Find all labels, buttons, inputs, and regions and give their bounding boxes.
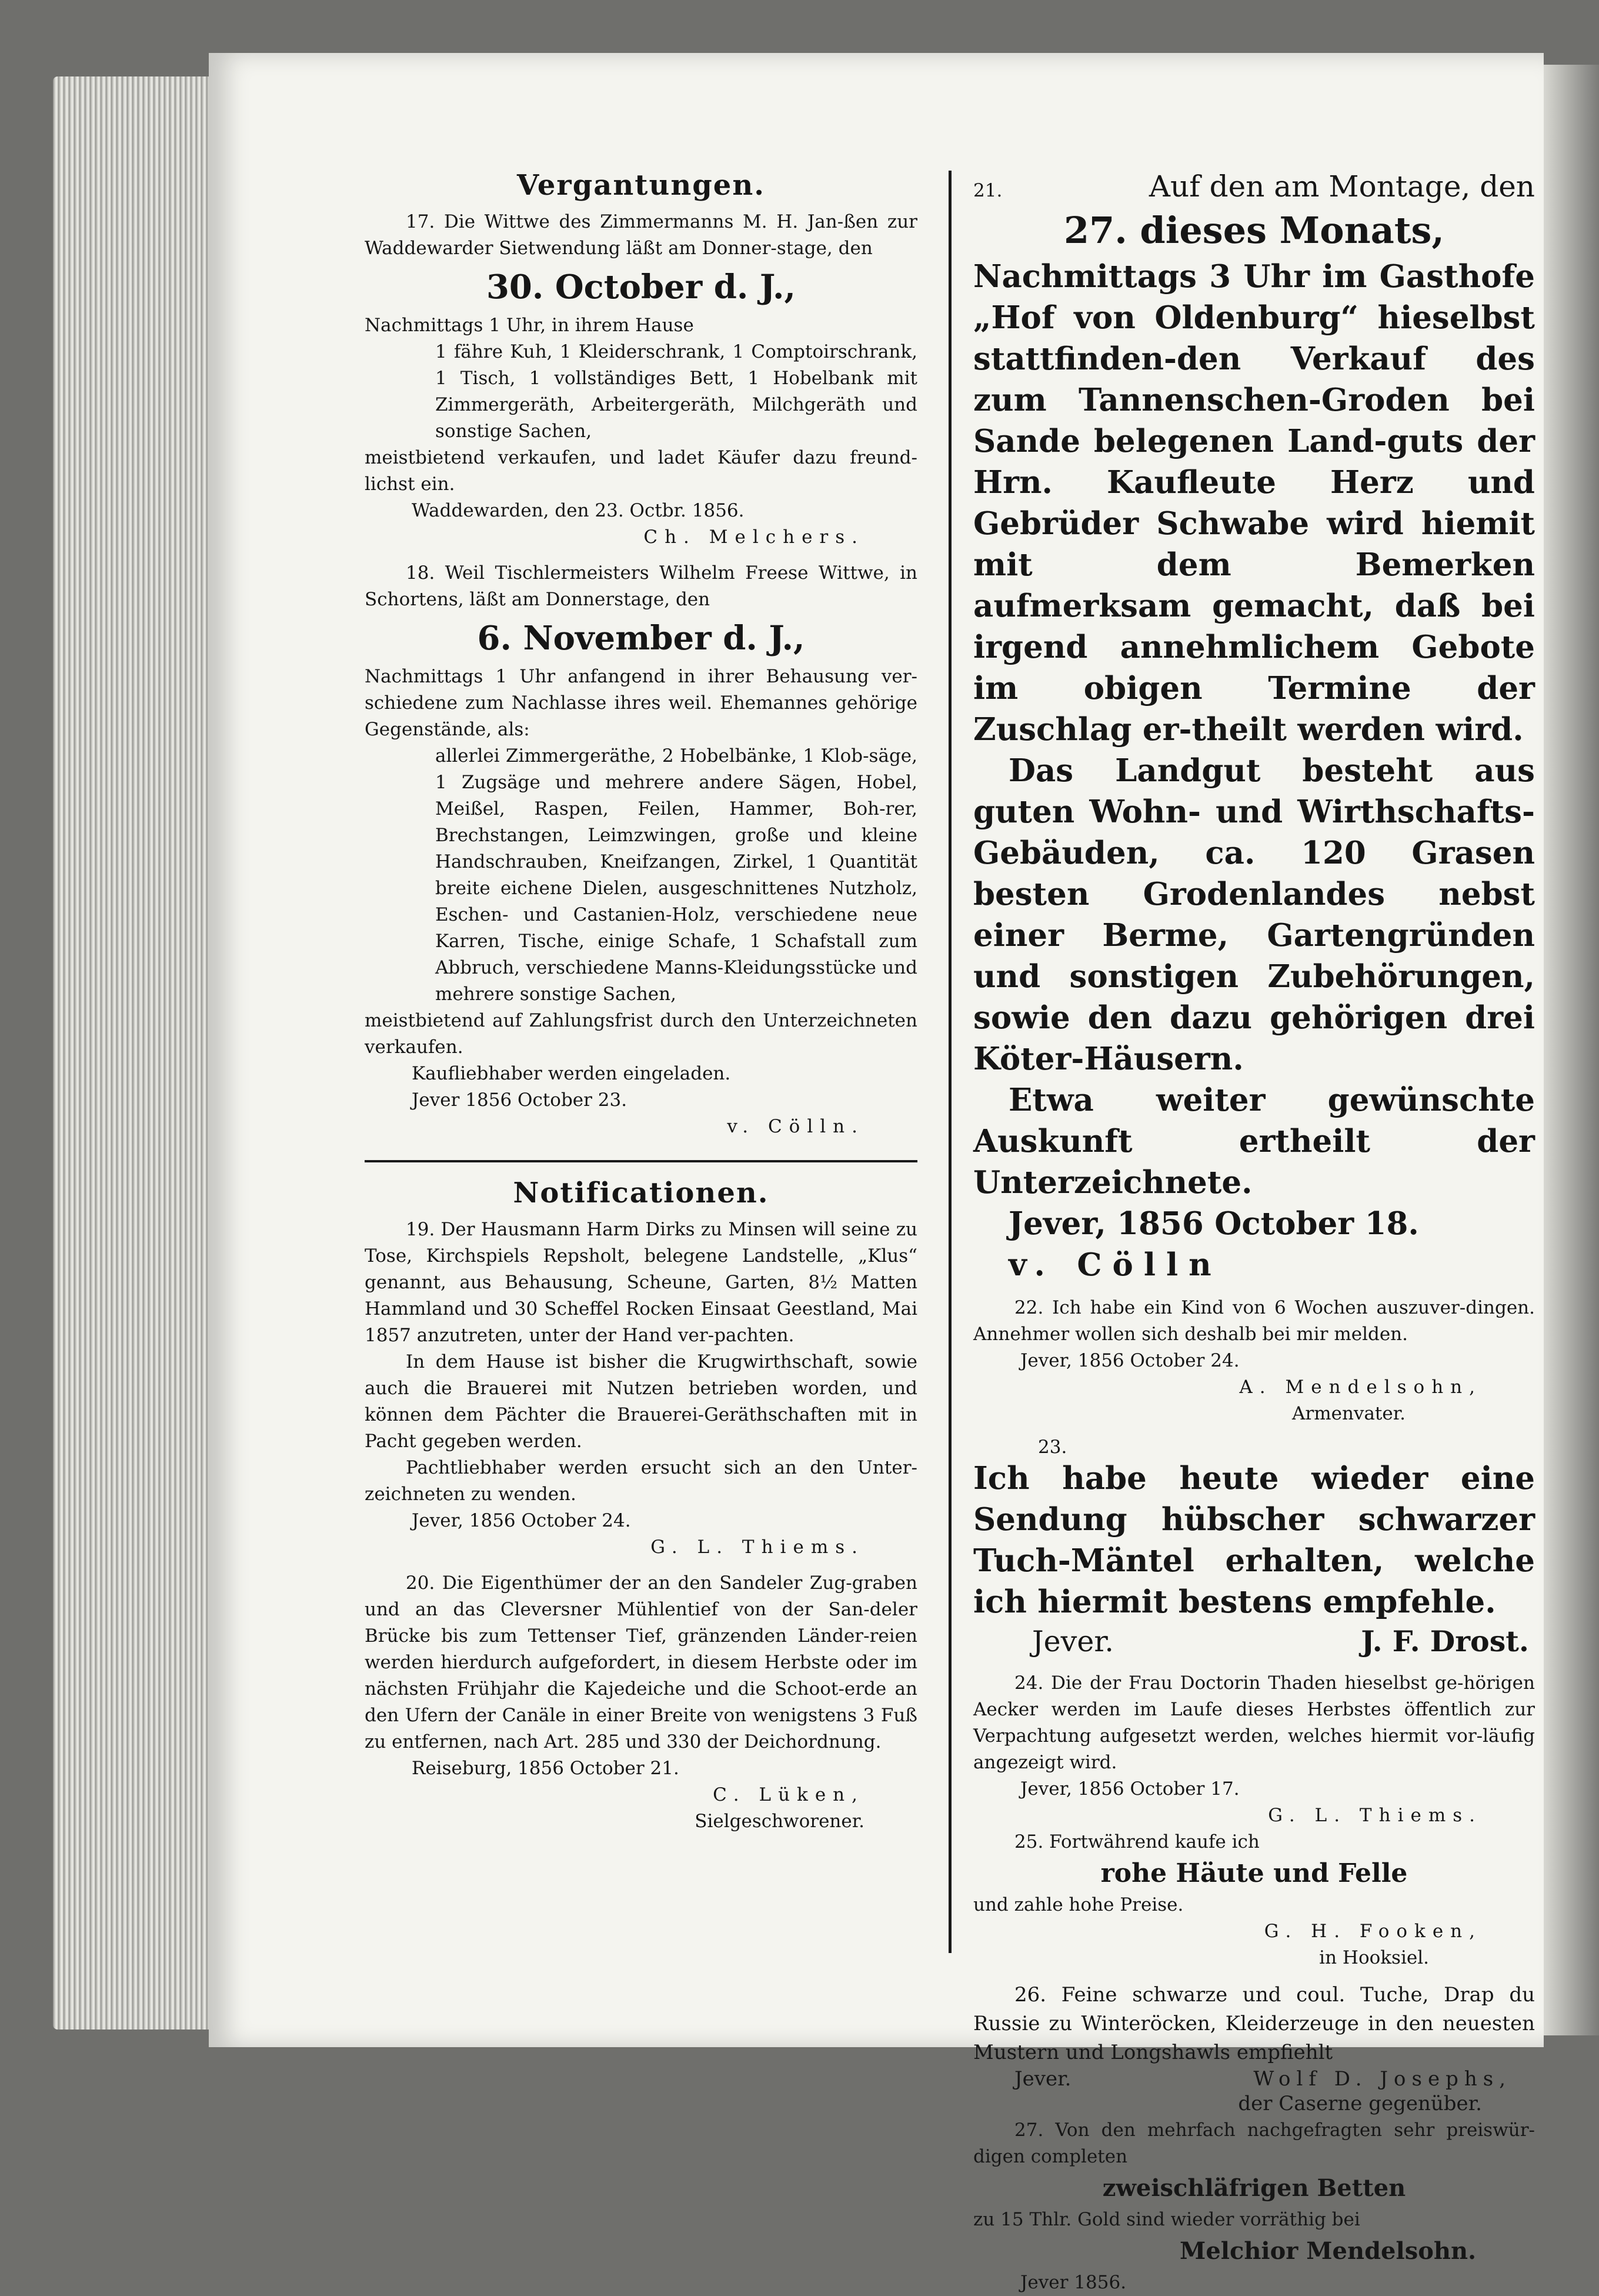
notice-26-signature-location: der Caserne gegenüber. — [1238, 2092, 1482, 2115]
notice-27-place-date: Jever 1856. — [1020, 2272, 1127, 2293]
book-page-edges — [53, 76, 212, 2030]
section-heading-vergantungen: Vergantungen. — [517, 169, 765, 202]
notice-25-goods: rohe Häute und Felle — [1100, 1858, 1408, 1888]
notice-27-goods: zweischläfrigen Betten — [1102, 2174, 1406, 2202]
notice-23-header — [973, 1437, 1535, 1458]
notice-24-signature: G. L. Thiems. — [1268, 1805, 1482, 1826]
notice-21-header — [973, 168, 1535, 205]
notice-18-text: 18. Weil Tischlermeisters Wilhelm Freese Wittwe, in Schortens, läßt am Donnerstage, den — [365, 562, 917, 610]
notice-17-place-date: Waddewarden, den 23. Octbr. 1856. — [412, 500, 745, 521]
column-divider — [949, 171, 952, 1953]
notice-21-estate-description: Das Landgut besteht aus guten Wohn- und Wirthschafts-Gebäuden, ca. 120 Grasen besten Grodenlandes nebst einer Berme, Gartengründen und sonstigen Zubehörungen, sowie den dazu gehörigen drei Köter-Häusern. — [973, 752, 1535, 1077]
notice-18-place-date: Jever 1856 October 23. — [412, 1089, 627, 1111]
notice-18-closing: meistbietend auf Zahlungsfrist durch den Unterzeichneten verkaufen. — [365, 1010, 917, 1058]
notice-24-place-date: Jever, 1856 October 17. — [1020, 1778, 1240, 1800]
notice-26-text: 26. Feine schwarze und coul. Tuche, Drap du Russie zu Winteröcken, Kleiderzeuge in den neuesten Mustern und Longshawls empfiehlt — [973, 1983, 1535, 2064]
notice-25-signature: G. H. Fooken, — [1264, 1921, 1482, 1942]
notice-23-text: Ich habe heute wieder eine Sendung hübscher schwarzer Tuch-Mäntel erhalten, welche ich hiermit bestens empfehle. — [973, 1460, 1535, 1620]
notice-20-place-date: Reiseburg, 1856 October 21. — [412, 1758, 679, 1779]
notice-23-number: 23. — [1038, 1437, 1067, 1458]
notice-26-signature: Wolf D. Josephs, — [1253, 2067, 1511, 2091]
notice-20-signature: C. Lüken, — [713, 1784, 864, 1805]
notice-17-text: 17. Die Wittwe des Zimmermanns M. H. Jan-ßen zur Waddewarder Sietwendung läßt am Donner-stage, den — [365, 211, 917, 259]
notice-19-signature: G. L. Thiems. — [650, 1537, 864, 1558]
notice-18-signature: v. Cölln. — [727, 1116, 864, 1137]
section-heading-notificationen: Notificationen. — [513, 1177, 769, 1209]
notice-19-place-date: Jever, 1856 October 24. — [412, 1510, 631, 1531]
right-column — [973, 168, 1535, 2296]
notice-17-date: 30. October d. J., — [486, 268, 796, 306]
notice-17-time: Nachmittags 1 Uhr, in ihrem Hause — [365, 315, 694, 336]
notice-22-signature-title: Armenvater. — [1292, 1403, 1406, 1424]
notice-21-text: Nachmittags 3 Uhr im Gasthofe „Hof von Oldenburg“ hieselbst stattfinden-den Verkauf des zum Tannenschen-Groden bei Sande belegenen Land-guts der Hrn. Kaufleute Herz und Gebrüder Schwabe wird hiemit mit dem Bemerken aufmerksam gemacht, daß bei irgend annehmlichem Gebote im obigen Termine der Zuschlag er-theilt werden wird. — [973, 258, 1535, 748]
notice-18-time: Nachmittags 1 Uhr anfangend in ihrer Behausung ver-schiedene zum Nachlasse ihres weil. Ehemannes gehörige Gegenstände, als: — [365, 666, 917, 740]
notice-25-text: 25. Fortwährend kaufe ich — [1014, 1831, 1260, 1852]
notice-19-text-2: In dem Hause ist bisher die Krugwirthschaft, sowie auch die Brauerei mit Nutzen betrieben worden, und können dem Pächter die Brauerei-Geräthschaften mit in Pacht gegeben werden. — [365, 1351, 917, 1452]
notice-24-text: 24. Die der Frau Doctorin Thaden hieselbst ge-hörigen Aecker werden im Laufe dieses Herbstes öffentlich zur Verpachtung aufgesetzt werden, welches hiermit vor-läufig angezeigt wird. — [973, 1672, 1535, 1773]
notice-27-price: zu 15 Thlr. Gold sind wieder vorräthig bei — [973, 2209, 1360, 2230]
notice-21-signature: v. Cölln — [1009, 1247, 1222, 1283]
notice-22-place-date: Jever, 1856 October 24. — [1020, 1350, 1240, 1371]
notice-22-signature: A. Mendelsohn, — [1239, 1377, 1482, 1398]
notice-26-place: Jever. — [1014, 2067, 1071, 2091]
notice-21-intro: Auf den am Montage, den — [1149, 169, 1535, 204]
notice-23-signature: J. F. Drost. — [1361, 1624, 1529, 1658]
notice-18-items: allerlei Zimmergeräthe, 2 Hobelbänke, 1 Klob-säge, 1 Zugsäge und mehrere andere Sägen, Hobel, Meißel, Raspen, Feilen, Hammer, Boh-rer, Brechstangen, Leimzwingen, große und kleine Handschrauben, Kneifzangen, Zirkel, 1 Quantität breite eichene Dielen, ausgeschnittenes Nutzholz, Eschen- und Castanien-Holz, verschiedene neue Karren, Tische, einige Schafe, 1 Schafstall zum Abbruch, verschiedene Manns-Kleidungsstücke und mehrere sonstige Sachen, — [435, 745, 917, 1005]
notice-18-invite: Kaufliebhaber werden eingeladen. — [412, 1063, 731, 1084]
notice-21-info: Etwa weiter gewünschte Auskunft ertheilt der Unterzeichnete. — [973, 1082, 1535, 1201]
facing-page-edge — [1544, 65, 1599, 2035]
notice-25-price: und zahle hohe Preise. — [973, 1894, 1184, 1915]
notice-21-number: 21. — [973, 180, 1003, 201]
notice-18-date: 6. November d. J., — [477, 619, 805, 658]
notice-20-signature-title: Sielgeschworener. — [695, 1811, 864, 1832]
notice-25-signature-place: in Hooksiel. — [1319, 1947, 1429, 1968]
notice-21-date: 27. dieses Monats, — [1063, 209, 1444, 252]
notice-21-place-date: Jever, 1856 October 18. — [1009, 1205, 1419, 1242]
notice-23-place: Jever. — [1032, 1625, 1114, 1658]
notice-19-text-3: Pachtliebhaber werden ersucht sich an den Unter-zeichneten zu wenden. — [365, 1457, 917, 1505]
section-rule — [365, 1160, 917, 1162]
left-column — [365, 168, 917, 1835]
notice-22-text: 22. Ich habe ein Kind von 6 Wochen auszuver-dingen. Annehmer wollen sich deshalb bei mir melden. — [973, 1297, 1535, 1345]
notice-17-items: 1 fähre Kuh, 1 Kleiderschrank, 1 Comptoirschrank, 1 Tisch, 1 vollständiges Bett, 1 Hobelbank mit Zimmergeräth, Arbeitergeräth, Milchgeräth und sonstige Sachen, — [435, 341, 917, 442]
notice-19-text: 19. Der Hausmann Harm Dirks zu Minsen will seine zu Tose, Kirchspiels Repsholt, belegene Landstelle, „Klus“ genannt, aus Behausung, Scheune, Garten, 8½ Matten Hammland und 30 Scheffel Rocken Einsaat Geestland, Mai 1857 anzutreten, unter der Hand ver-pachten. — [365, 1219, 917, 1346]
notice-23-footer — [973, 1622, 1535, 1661]
notice-17-signature: Ch. Melchers. — [643, 526, 864, 548]
notice-26-footer — [973, 2067, 1535, 2091]
notice-17-closing: meistbietend verkaufen, und ladet Käufer dazu freund-lichst ein. — [365, 447, 917, 495]
notice-20-text: 20. Die Eigenthümer der an den Sandeler Zug-graben und an das Cleversner Mühlentief von der San-deler Brücke bis zum Tettenser Tief, gränzenden Länder-reien werden hierdurch aufgefordert, in diesem Herbste oder im nächsten Frühjahr die Kajedeiche und die Schoot-erde an den Ufern der Canäle in einer Breite von wenigstens 3 Fuß zu entfernen, nach Art. 285 und 330 der Deichordnung. — [365, 1572, 917, 1752]
notice-27-text: 27. Von den mehrfach nachgefragten sehr preiswür-digen completen — [973, 2120, 1535, 2167]
notice-27-signature: Melchior Mendelsohn. — [1180, 2237, 1476, 2265]
